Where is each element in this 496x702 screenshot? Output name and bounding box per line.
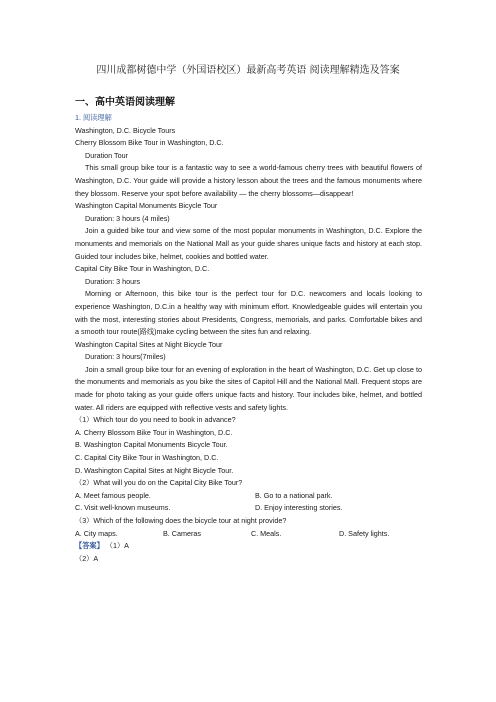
question-1-option-d: D. Washington Capital Sites at Night Bicycle Tour. bbox=[75, 465, 234, 475]
answer-line-1 bbox=[75, 540, 422, 553]
tour3-text: Morning or Afternoon, this bike tour is the perfect tour for D.C. newcomers and locals looking to experience Washington, D.C.in a healthy way with minimum effort. Knowledgeable guides will entertain you with the most, interesting stories about Presidents, Congress, memorials, and parks. Comfortable bikes and a smooth tour route(路线)make cycling between the sites fun and relaxing. bbox=[75, 289, 422, 337]
question-type: 阅读理解 bbox=[83, 113, 112, 122]
question-3-option-a: A. City maps. bbox=[75, 528, 118, 538]
tour2-name: Washington Capital Monuments Bicycle Tour bbox=[75, 201, 218, 211]
answer-2: （2）A bbox=[75, 553, 99, 563]
section-heading: 一、高中英语阅读理解 bbox=[75, 97, 175, 108]
question-3-option-d: D. Safety lights. bbox=[339, 528, 390, 538]
question-1-option-c: C. Capital City Bike Tour in Washington, D.C. bbox=[75, 453, 219, 463]
tour2-duration: Duration: 3 hours (4 miles) bbox=[85, 213, 170, 223]
tour1-name: Cherry Blossom Bike Tour in Washington, D.C. bbox=[75, 138, 224, 148]
question-2-stem: （2）What will you do on the Capital City Bike Tour? bbox=[75, 478, 243, 488]
question-2-options-row-2 bbox=[75, 502, 422, 515]
document-title: 四川成都树德中学（外国语校区）最新高考英语 阅读理解精选及答案 bbox=[96, 65, 400, 76]
question-3-option-c: C. Meals. bbox=[251, 528, 282, 538]
question-2-option-d: D. Enjoy interesting stories. bbox=[255, 503, 343, 513]
document-body bbox=[75, 96, 422, 565]
tour4-name: Washington Capital Sites at Night Bicycle Tour bbox=[75, 339, 223, 349]
question-1-stem: （1）Which tour do you need to book in advance? bbox=[75, 415, 236, 425]
tour1-duration: Duration Tour bbox=[85, 150, 129, 160]
question-2-option-b: B. Go to a national park. bbox=[255, 490, 333, 500]
question-2-option-a: A. Meet famous people. bbox=[75, 490, 151, 500]
tour2-text: Join a guided bike tour and view some of the most popular monuments in Washington, D.C. Explore the monuments and memorials on the National Mall as your guide shares unique facts and history at each stop. Guided tour includes bike, helmet, cookies and bottled water. bbox=[75, 226, 422, 261]
question-3-option-b: B. Cameras bbox=[163, 528, 201, 538]
tour4-duration: Duration: 3 hours(7miles) bbox=[85, 352, 166, 362]
question-number: 1. bbox=[75, 113, 81, 122]
answer-1: （1）A bbox=[105, 541, 129, 551]
tour4-text: Join a small group bike tour for an evening of exploration in the heart of Washington, D.C. Get up close to the monuments and memorials as you bike the sites of Capitol Hill and the National Mall. Frequent stops are made for photo taking as your guide offers unique facts and history. Tour includes bike, helmet, and bottled water. All riders are equipped with reflective vests and safety lights. bbox=[75, 364, 422, 412]
passage-heading: Washington, D.C. Bicycle Tours bbox=[75, 125, 176, 135]
question-1-option-a: A. Cherry Blossom Bike Tour in Washington, D.C. bbox=[75, 427, 233, 437]
tour3-duration: Duration: 3 hours bbox=[85, 276, 141, 286]
question-3-stem: （3）Which of the following does the bicycle tour at night provide? bbox=[75, 516, 287, 525]
question-2-options-row-1 bbox=[75, 490, 422, 503]
question-header bbox=[75, 112, 422, 125]
question-2-option-c: C. Visit well-known museums. bbox=[75, 503, 171, 513]
tour1-text: This small group bike tour is a fantastic way to see a world-famous cherry trees with beautiful flowers of Washington, D.C. Your guide will provide a history lesson about the trees and the famous monuments where they blossom. Reserve your spot before availability — the cherry blossoms—disappear! bbox=[75, 163, 422, 198]
question-3-options-row bbox=[75, 528, 422, 541]
question-1-option-b: B. Washington Capital Monuments Bicycle Tour. bbox=[75, 440, 228, 450]
answer-label: 【答案】 bbox=[75, 541, 104, 551]
tour3-name: Capital City Bike Tour in Washington, D.C. bbox=[75, 264, 210, 274]
